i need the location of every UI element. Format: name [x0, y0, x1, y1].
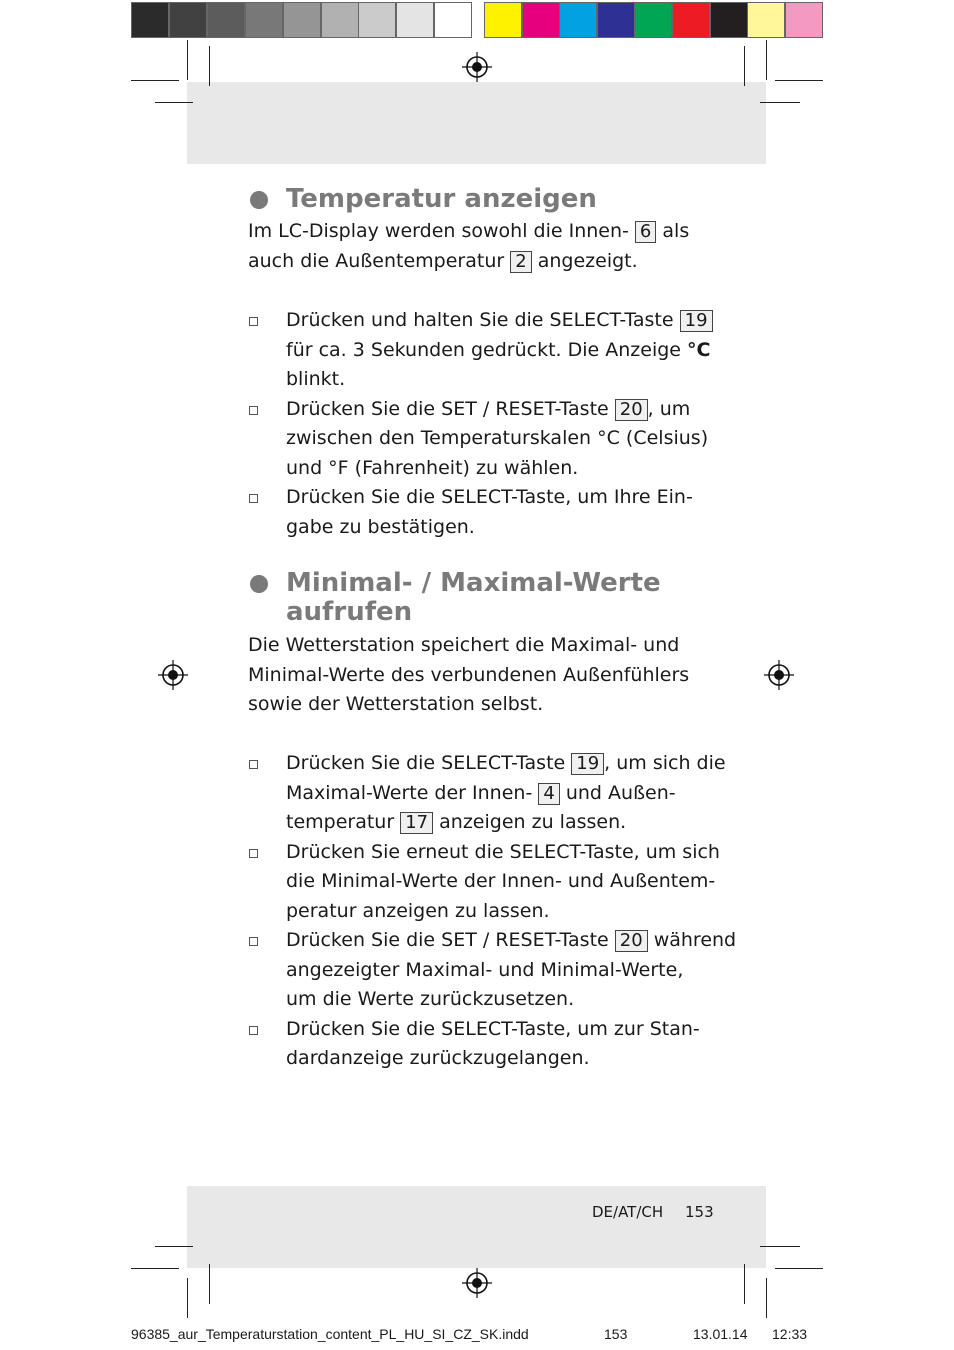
gray-swatch [358, 2, 396, 38]
color-swatch [559, 2, 597, 38]
color-swatch [785, 2, 823, 38]
gray-swatch [169, 2, 207, 38]
text-run: temperatur [286, 811, 395, 833]
text-run: angezeigter Maximal- und Minimal-Werte, [286, 958, 684, 981]
slug-page: 153 [604, 1326, 628, 1342]
color-swatch [747, 2, 785, 38]
text-line [286, 751, 726, 775]
text-line [286, 1017, 700, 1041]
text-run: Im LC-Display werden sowohl die Innen- [248, 220, 629, 242]
registration-mark-icon [158, 660, 188, 690]
reference-number: 6 [635, 221, 656, 243]
text-run: angezeigt. [531, 250, 638, 272]
color-swatch [672, 2, 710, 38]
text-line [286, 338, 710, 362]
text-line [248, 249, 638, 273]
display-symbol: °C [687, 338, 711, 361]
reference-number: 20 [615, 399, 648, 421]
text-run: gabe zu bestätigen. [286, 515, 475, 538]
gray-swatch [283, 2, 321, 38]
registration-mark-icon [764, 660, 794, 690]
text-line [286, 456, 578, 480]
text-run: Minimal-Werte des verbundenen Außenfühlers [248, 663, 690, 686]
text-run: dardanzeige zurückzugelangen. [286, 1047, 590, 1069]
text-line [286, 308, 713, 332]
text-run: und °F (Fahrenheit) zu wählen. [286, 456, 579, 479]
reference-number: 19 [680, 310, 713, 332]
registration-mark-icon [462, 1268, 492, 1298]
text-run: Maximal-Werte der Innen- [286, 781, 533, 804]
section-heading-continued: aufrufen [286, 597, 413, 627]
reference-number: 17 [400, 812, 433, 834]
section-heading: Minimal- / Maximal-Werte [286, 568, 661, 598]
text-run: Die Wetterstation speichert die Maximal- und [248, 634, 680, 656]
text-run: sowie der Wetterstation selbst. [248, 693, 544, 715]
text-run: Drücken Sie die SET / RESET-Taste [286, 397, 609, 420]
header-band [187, 82, 766, 164]
text-line [286, 987, 574, 1011]
slug-filename: 96385_aur_Temperaturstation_content_PL_HU_SI_CZ_SK.indd [131, 1326, 529, 1342]
step-checkbox-icon [249, 937, 258, 946]
text-run: , um sich die [604, 752, 726, 774]
text-line [286, 840, 720, 864]
text-run: Drücken Sie die SELECT-Taste, um zur Stan- [286, 1017, 700, 1040]
text-line [286, 928, 736, 952]
text-run: zwischen den Temperaturskalen °C (Celsius) [286, 427, 709, 449]
gray-swatch [321, 2, 359, 38]
footer-language: DE/AT/CH [592, 1203, 664, 1221]
text-run: anzeigen zu lassen. [433, 811, 627, 833]
text-run: während [647, 929, 737, 951]
step-checkbox-icon [249, 406, 258, 415]
text-run: Drücken Sie die SET / RESET-Taste [286, 929, 609, 951]
text-run: für ca. 3 Sekunden gedrückt. Die Anzeige [286, 338, 681, 361]
text-run: die Minimal-Werte der Innen- und Außentem- [286, 870, 716, 892]
text-run: um die Werte zurückzusetzen. [286, 988, 575, 1010]
section-heading: Temperatur anzeigen [286, 184, 597, 214]
text-run: Drücken Sie erneut die SELECT-Taste, um sich [286, 840, 720, 863]
registration-mark-icon [462, 52, 492, 82]
text-run: und Außen- [559, 781, 676, 804]
color-swatch [597, 2, 635, 38]
text-run: blinkt. [286, 368, 346, 390]
text-run: , um [647, 397, 691, 420]
step-checkbox-icon [249, 317, 258, 326]
text-line [286, 397, 690, 421]
text-line [286, 810, 626, 834]
color-swatch [710, 2, 748, 38]
step-checkbox-icon [249, 760, 258, 769]
text-line [286, 515, 475, 539]
step-checkbox-icon [249, 494, 258, 503]
text-line [286, 1046, 590, 1070]
text-line [248, 633, 679, 657]
text-line [286, 869, 715, 893]
page-number: 153 [685, 1203, 714, 1221]
text-line [248, 663, 689, 687]
footer-band [187, 1186, 766, 1268]
gray-swatch [245, 2, 283, 38]
text-line [286, 958, 683, 982]
text-run: Drücken Sie die SELECT-Taste, um Ihre Ein- [286, 486, 693, 508]
text-run: als [656, 220, 690, 242]
step-checkbox-icon [249, 1026, 258, 1035]
heading-bullet-icon [250, 575, 268, 593]
text-line [286, 485, 693, 509]
text-line [248, 219, 689, 243]
color-swatch [522, 2, 560, 38]
reference-number: 19 [571, 753, 604, 775]
text-line [248, 692, 543, 716]
slug-time: 12:33 [772, 1326, 808, 1342]
color-swatch [484, 2, 522, 38]
color-swatch [634, 2, 672, 38]
reference-number: 4 [538, 783, 559, 805]
reference-number: 2 [510, 251, 531, 273]
slug-date: 13.01.14 [693, 1326, 748, 1342]
text-run: peratur anzeigen zu lassen. [286, 899, 550, 922]
text-line [286, 899, 550, 923]
text-run: Drücken Sie die SELECT-Taste [286, 752, 566, 774]
text-run: auch die Außentemperatur [248, 250, 505, 272]
gray-swatch [434, 2, 472, 38]
gray-swatch [207, 2, 245, 38]
step-checkbox-icon [249, 849, 258, 858]
text-line [286, 426, 708, 450]
gray-swatch [131, 2, 169, 38]
gray-swatch [396, 2, 434, 38]
reference-number: 20 [615, 930, 648, 952]
text-run: Drücken und halten Sie die SELECT-Taste [286, 309, 674, 331]
text-line [286, 781, 676, 805]
text-line [286, 367, 345, 391]
heading-bullet-icon [250, 191, 268, 209]
